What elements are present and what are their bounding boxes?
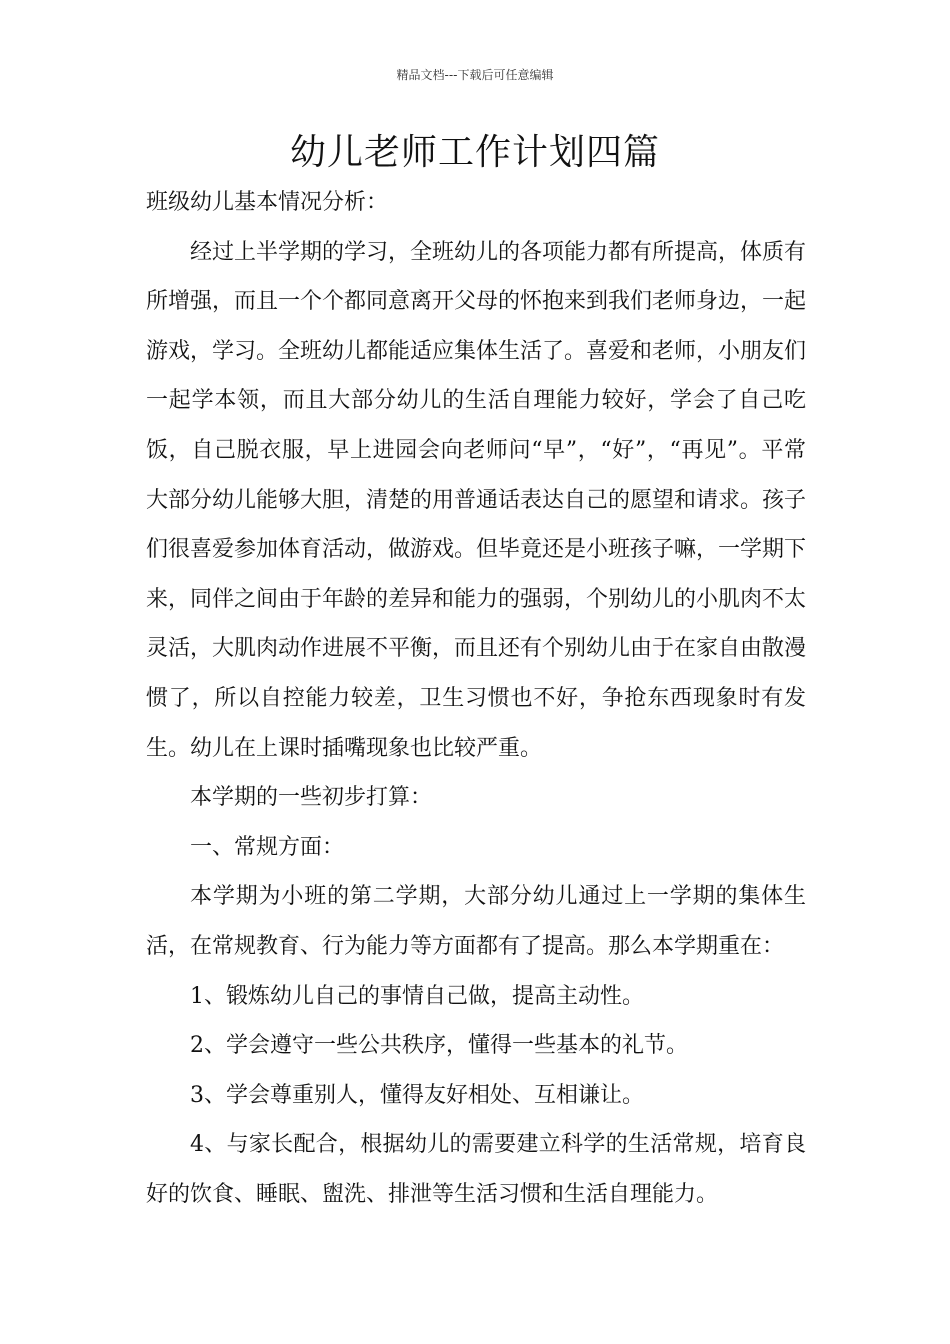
header-note: 精品文档---下载后可任意编辑 bbox=[396, 68, 554, 82]
list-item-3: 3、学会尊重别人，懂得友好相处、互相谦让。 bbox=[190, 1082, 644, 1108]
list-item-2: 2、学会遵守一些公共秩序，懂得一些基本的礼节。 bbox=[190, 1033, 688, 1059]
paragraph-plan-heading: 本学期的一些初步打算： bbox=[190, 785, 433, 811]
paragraph-routine-intro: 本学期为小班的第二学期，大部分幼儿通过上一学期的集体生活，在常规教育、行为能力等方面都有了提高。那么本学期重在： bbox=[146, 884, 806, 959]
list-item-4: 4、与家长配合，根据幼儿的需要建立科学的生活常规，培育良好的饮食、睡眠、盥洗、排泄等生活习惯和生活自理能力。 bbox=[146, 1132, 806, 1207]
list-item-1: 1、锻炼幼儿自己的事情自己做，提高主动性。 bbox=[190, 983, 644, 1009]
paragraph-section-heading: 班级幼儿基本情况分析： bbox=[146, 190, 389, 215]
paragraph-situation-analysis: 经过上半学期的学习，全班幼儿的各项能力都有所提高，体质有所增强，而且一个个都同意离开父母的怀抱来到我们老师身边，一起游戏，学习。全班幼儿都能适应集体生活了。喜爱和老师，小朋友们一起学本领，而且大部分幼儿的生活自理能力较好，学会了自己吃饭，自己脱衣服，早上进园会向老师问“早”，“好”，“再见”。平常大部分幼儿能够大胆，清楚的用普通话表达自己的愿望和请求。孩子们很喜爱参加体育活动，做游戏。但毕竟还是小班孩子嘛，一学期下来，同伴之间由于年龄的差异和能力的强弱，个别幼儿的小肌肉不太灵活，大肌肉动作进展不平衡，而且还有个别幼儿由于在家自由散漫惯了，所以自控能力较差，卫生习惯也不好，争抢东西现象时有发生。幼儿在上课时插嘴现象也比较严重。 bbox=[146, 239, 807, 761]
document-body bbox=[146, 178, 806, 1219]
document-title: 幼儿老师工作计划四篇 bbox=[289, 132, 660, 173]
paragraph-routine-heading: 一、常规方面： bbox=[190, 834, 345, 860]
